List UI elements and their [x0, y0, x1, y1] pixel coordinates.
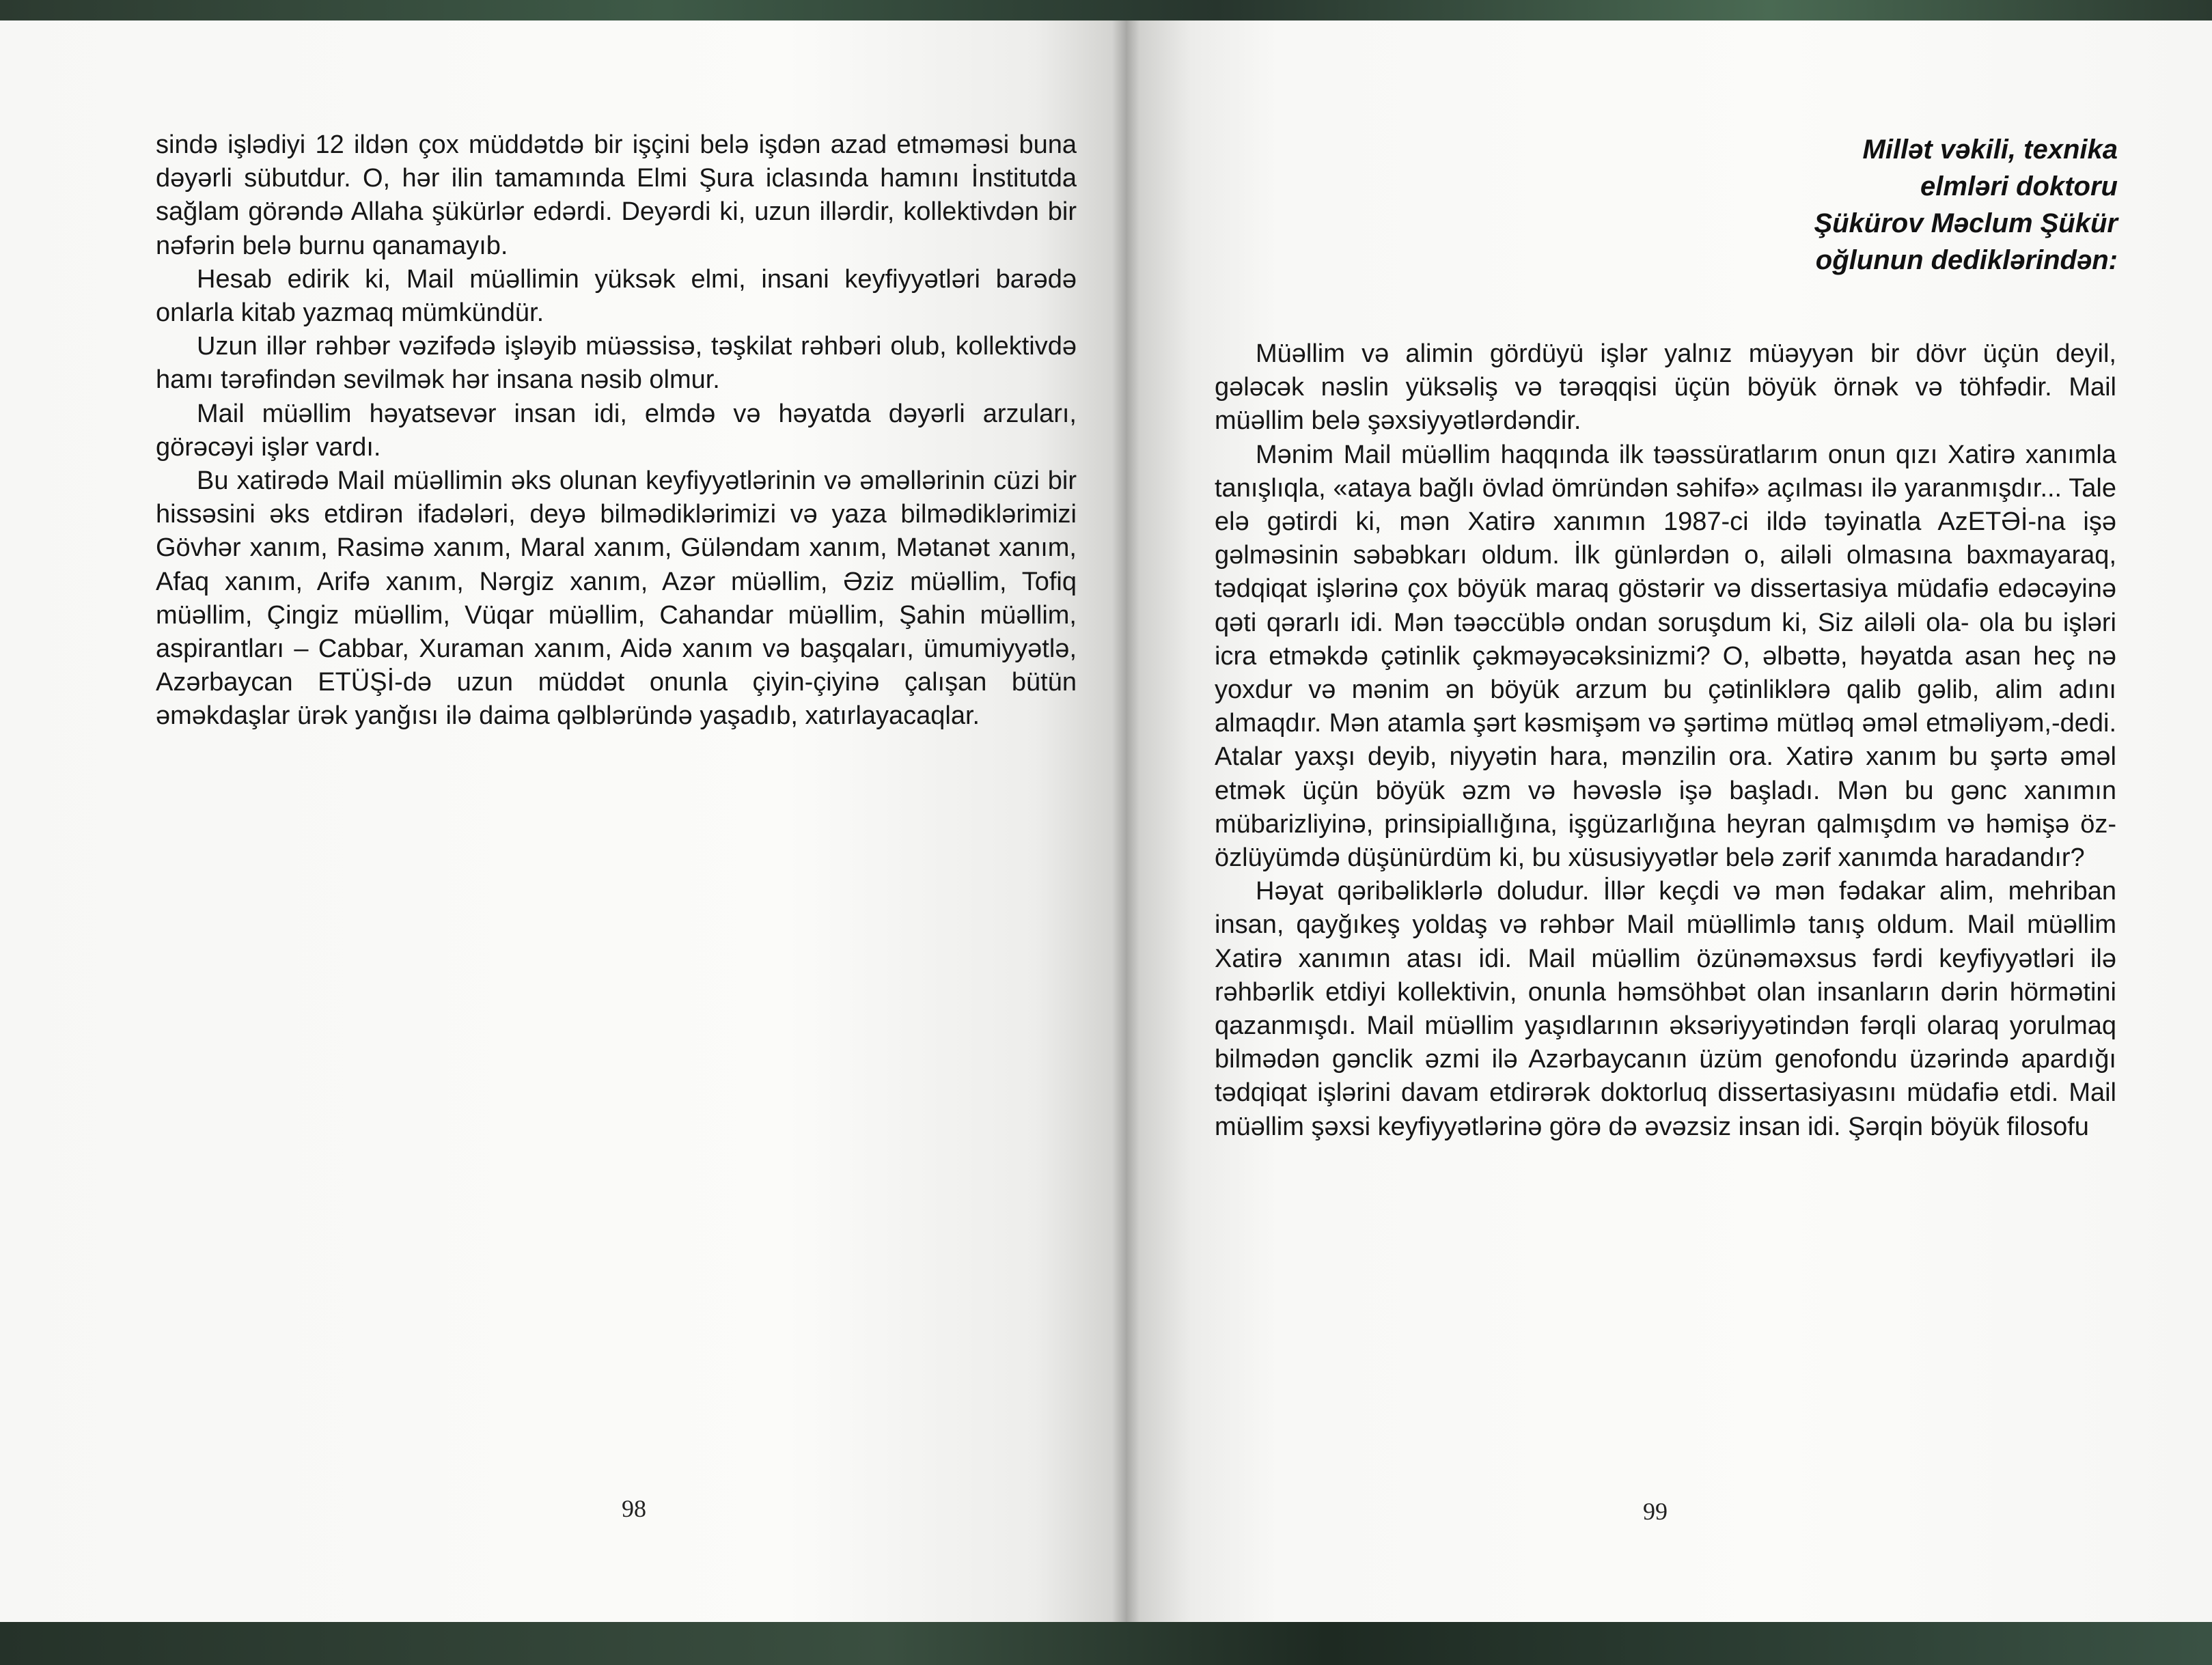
left-page-text — [156, 128, 1077, 733]
left-page-number: 98 — [622, 1495, 646, 1522]
heading-line-3: Şükürov Məclum Şükür — [1814, 208, 2118, 238]
right-page-heading — [1202, 131, 2118, 279]
right-paragraph-1: Müəllim və alimin gördüyü işlər yalnız müəyyən bir dövr üçün deyil, gələcək nəslin yüksəliş və tərəqqisi üçün böyük örnək və töhfədir. Mail müəllim belə şəxsiyyətlərdəndir. — [1215, 339, 2116, 436]
left-paragraph-1: sində işlədiyi 12 ildən çox müddətdə bir işçini belə işdən azad etməməsi buna dəyərli sübutdur. O, hər ilin tamamında Elmi Şura iclasında hamını İnstitutda sağlam görəndə Allaha şükürlər edərdi. Deyərdi ki, uzun illərdir, kollektivdən bir nəfərin belə burnu qanamayıb. — [156, 130, 1077, 260]
heading-line-2: elmləri doktoru — [1920, 171, 2118, 201]
right-paragraph-2: Mənim Mail müəllim haqqında ilk təəssüratlarım onun qızı Xatirə xanımla tanışlıqla, «ataya bağlı övlad ömründən səhifə» açılması ilə yaranmışdır... Tale elə gətirdi ki, mən Xatirə xanımın 1987-ci ildə təyinatla AzETƏİ-na işə gəlməsinin səbəbkarı oldum. İlk günlərdən o, ailəli olmasına baxmayaraq, tədqiqat işlərinə çox böyük maraq göstərir və dissertasiya müdafiə edəcəyinə qəti qərarlı idi. Mən təəccüblə ondan soruşdum ki, Siz ailəli ola- ola bu işləri icra etməkdə çətinlik çəkməyəcəksinizmi? O, əlbəttə, həyatda asan heç nə yoxdur və mənim ən böyük arzum bu çətinliklərə qalib gəlib, alim adını almaqdır. Mən atamla şərt kəsmişəm və şərtimə mütləq əməl etməliyəm,-dedi. Atalar yaxşı deyib, niyyətin hara, mənzilin ora. Xatirə xanım bu şərtə əməl etmək üçün böyük əzm və həvəslə işə başladı. Mən bu gənc xanımın mübarizliyinə, prinsipiallığına, işgüzarlığına heyran qalmışdım və həmişə öz-özlüyümdə düşünürdüm ki, bu xüsusiyyətlər belə zərif xanımda haradandır? — [1215, 440, 2116, 873]
heading-line-1: Millət vəkili, texnika — [1862, 135, 2118, 165]
left-paragraph-2: Hesab edirik ki, Mail müəllimin yüksək elmi, insani keyfiyyətləri barədə onlarla kitab yazmaq mümkündür. — [156, 264, 1077, 328]
right-page-text — [1215, 337, 2116, 1144]
left-paragraph-4: Mail müəllim həyatsevər insan idi, elmdə və həyatda dəyərli arzuları, görəcəyi işlər vardı. — [156, 399, 1077, 462]
left-paragraph-5: Bu xatirədə Mail müəllimin əks olunan keyfiyyətlərinin və əməllərinin cüzi bir hissəsini əks etdirən ifadələri, deyə bilmədiklərimizi və yaza bilmədiklərimizi Gövhər xanım, Rasimə xanım, Maral xanım, Güləndam xanım, Mətanət xanım, Afaq xanım, Arifə xanım, Nərgiz xanım, Azər müəllim, Əziz müəllim, Tofiq müəllim, Çingiz müəllim, Vüqar müəllim, Cahandar müəllim, Şahin müəllim, aspirantları – Cabbar, Xuraman xanım, Aidə xanım və başqaları, ümumiyyətlə, Azərbaycan ETÜŞİ-də uzun müddət onunla çiyin-çiyinə çalışan bütün əməkdaşlar ürək yanğısı ilə daima qəlbləründə yaşadıb, xatırlayacaqlar. — [156, 466, 1077, 731]
heading-line-4: oğlunun dediklərindən: — [1815, 245, 2118, 275]
right-paragraph-3: Həyat qəribəliklərlə doludur. İllər keçdi və mən fədakar alim, mehriban insan, qayğıkeş yoldaş və rəhbər Mail müəllimlə tanış oldum. Mail müəllim Xatirə xanımın atası idi. Mail müəllim özünəməxsus fərdi keyfiyyətləri ilə rəhbərlik etdiyi kollektivin, onunla həmsöhbət olan insanların dərin hörmətini qazanmışdı. Mail müəllim yaşıdlarının əksəriyyətindən fərqli olaraq yorulmaq bilmədən gənclik əzmi ilə Azərbaycanın üzüm genofondu üzərində apardığı tədqiqat işlərini davam etdirərək doktorluq dissertasiyasını müdafiə etdi. Mail müəllim şəxsi keyfiyyətlərinə görə də əvəzsiz insan idi. Şərqin böyük filosofu — [1215, 877, 2116, 1141]
right-page-number: 99 — [1643, 1498, 1668, 1525]
left-paragraph-3: Uzun illər rəhbər vəzifədə işləyib müəssisə, təşkilat rəhbəri olub, kollektivdə hamı tərəfindən sevilmək hər insana nəsib olmur. — [156, 332, 1077, 395]
background-bottom — [0, 1617, 2212, 1665]
book-gutter — [1112, 20, 1139, 1622]
